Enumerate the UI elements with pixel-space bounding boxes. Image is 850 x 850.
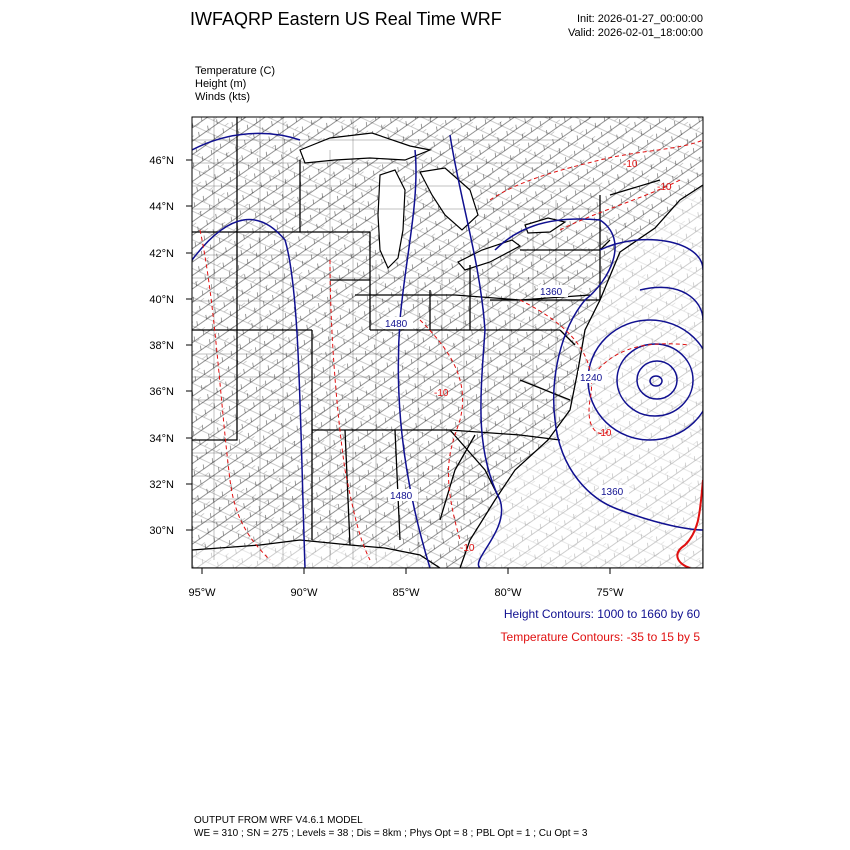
map-area: [192, 117, 712, 568]
height-label-1360-a: 1360: [540, 287, 563, 298]
height-label-1240: 1240: [580, 373, 603, 384]
variable-height: Height (m): [195, 78, 247, 90]
temp-label-3: -10: [434, 388, 449, 399]
model-output-line: OUTPUT FROM WRF V4.6.1 MODEL: [194, 815, 363, 826]
lon-label-80w: 80°W: [494, 587, 522, 599]
height-label-1480-b: 1480: [390, 491, 413, 502]
lat-label-34n: 34°N: [149, 433, 174, 445]
temp-label-5: -10: [460, 543, 475, 554]
lat-label-32n: 32°N: [149, 479, 174, 491]
lat-label-36n: 36°N: [149, 386, 174, 398]
init-time: Init: 2026-01-27_00:00:00: [577, 13, 703, 25]
variable-temperature: Temperature (C): [195, 65, 276, 77]
lat-label-30n: 30°N: [149, 525, 174, 537]
valid-time: Valid: 2026-02-01_18:00:00: [568, 27, 703, 39]
lon-label-90w: 90°W: [290, 587, 318, 599]
temp-label-1: -10: [623, 159, 638, 170]
lat-label-46n: 46°N: [149, 155, 174, 167]
height-contour-legend: Height Contours: 1000 to 1660 by 60: [503, 607, 700, 621]
variable-winds: Winds (kts): [195, 91, 250, 103]
height-label-1360-b: 1360: [601, 487, 624, 498]
temp-label-2: -10: [657, 182, 672, 193]
lon-label-95w: 95°W: [188, 587, 216, 599]
lat-label-38n: 38°N: [149, 340, 174, 352]
temp-label-4: -10: [597, 428, 612, 439]
model-config-line: WE = 310 ; SN = 275 ; Levels = 38 ; Dis = 8km ; Phys Opt = 8 ; PBL Opt = 1 ; Cu Opt = 3: [194, 828, 588, 839]
temperature-contour-legend: Temperature Contours: -35 to 15 by 5: [500, 630, 700, 644]
lat-label-44n: 44°N: [149, 201, 174, 213]
lon-label-85w: 85°W: [392, 587, 420, 599]
lon-label-75w: 75°W: [596, 587, 624, 599]
lat-label-42n: 42°N: [149, 248, 174, 260]
plot-title: IWFAQRP Eastern US Real Time WRF: [190, 9, 502, 29]
height-label-1480-a: 1480: [385, 319, 408, 330]
lat-label-40n: 40°N: [149, 294, 174, 306]
